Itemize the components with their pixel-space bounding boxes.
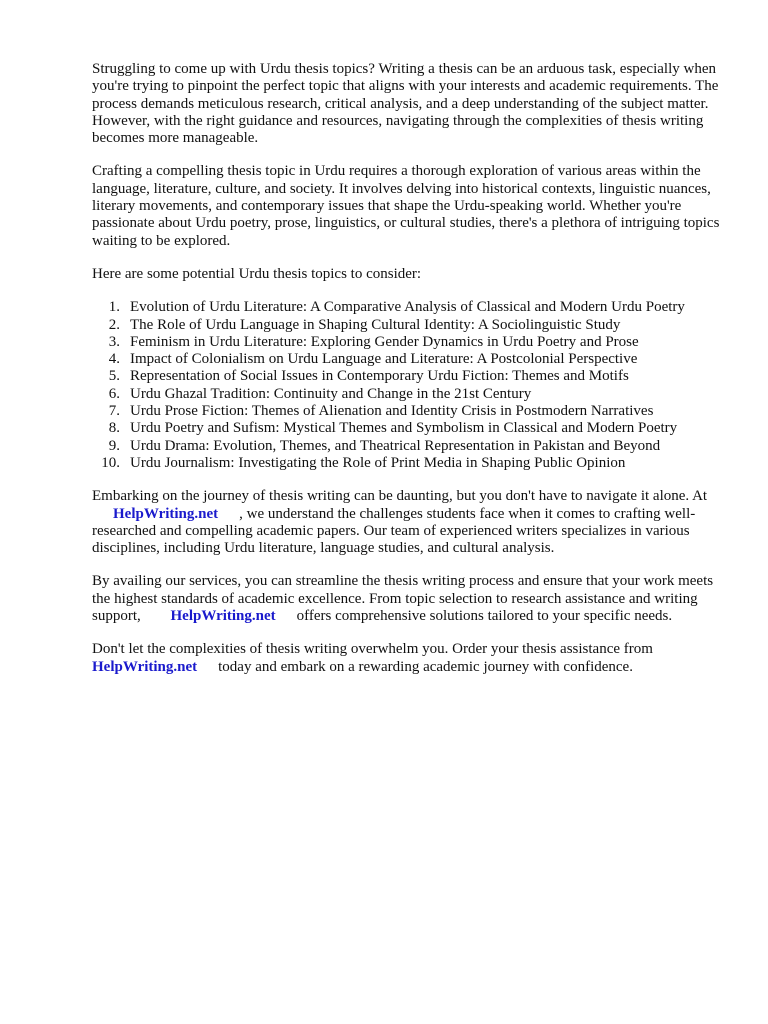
helpwriting-link[interactable]: HelpWriting.net bbox=[170, 608, 276, 625]
list-item-number: 3. bbox=[108, 333, 120, 350]
list-item-text: Urdu Drama: Evolution, Themes, and Theatrical Representation in Pakistan and Beyond bbox=[130, 437, 661, 454]
list-item bbox=[92, 403, 732, 420]
list-item-text: Urdu Poetry and Sufism: Mystical Themes and Symbolism in Classical and Modern Poetry bbox=[130, 420, 678, 437]
closing-paragraph bbox=[92, 641, 732, 676]
list-item-number: 5. bbox=[108, 368, 120, 385]
list-item-number: 2. bbox=[108, 316, 120, 333]
list-item-text: Feminism in Urdu Literature: Exploring Gender Dynamics in Urdu Poetry and Prose bbox=[130, 333, 639, 350]
list-item-number: 7. bbox=[108, 403, 120, 420]
list-item-text: Urdu Ghazal Tradition: Continuity and Change in the 21st Century bbox=[130, 385, 532, 402]
helpwriting-link[interactable]: HelpWriting.net bbox=[113, 505, 219, 522]
embark-paragraph bbox=[92, 488, 732, 557]
list-item bbox=[92, 334, 732, 351]
services-before: By availing our services, you can streamline the thesis writing process and ensure that your work meets the highest standards of academic excellence. From topic selection to research assistance and writing support, bbox=[92, 573, 714, 625]
list-item-number: 4. bbox=[108, 351, 120, 368]
closing-after: today and embark on a rewarding academic journey with confidence. bbox=[218, 658, 633, 675]
services-paragraph bbox=[92, 573, 732, 625]
topics-list bbox=[92, 299, 732, 472]
list-item-number: 10. bbox=[101, 454, 120, 471]
list-item bbox=[92, 455, 732, 472]
list-item-text: Urdu Prose Fiction: Themes of Alienation and Identity Crisis in Postmodern Narratives bbox=[130, 403, 654, 420]
crafting-paragraph: Crafting a compelling thesis topic in Urdu requires a thorough exploration of various areas within the language, literature, culture, and society. It involves delving into historical contexts, linguistic nuances, literary movements, and contemporary issues that shape the Urdu-speaking world. Whether you're passionate about Urdu poetry, prose, linguistics, or cultural studies, there's a plethora of intriguing topics waiting to be explored. bbox=[92, 163, 720, 249]
list-item bbox=[92, 386, 732, 403]
list-item bbox=[92, 351, 732, 368]
embark-at: At bbox=[692, 488, 708, 505]
services-after: offers comprehensive solutions tailored to your specific needs. bbox=[296, 608, 673, 625]
closing-before: Don't let the complexities of thesis writing overwhelm you. Order your thesis assistance from bbox=[92, 641, 653, 658]
list-item-number: 1. bbox=[108, 299, 120, 316]
list-item bbox=[92, 368, 732, 385]
list-item-number: 9. bbox=[108, 437, 120, 454]
list-item bbox=[92, 317, 732, 334]
list-item-text: The Role of Urdu Language in Shaping Cultural Identity: A Sociolinguistic Study bbox=[130, 316, 621, 333]
document-page bbox=[92, 61, 732, 692]
list-intro-paragraph: Here are some potential Urdu thesis topics to consider: bbox=[92, 265, 422, 282]
list-item-number: 6. bbox=[108, 385, 120, 402]
list-item bbox=[92, 420, 732, 437]
list-item-text: Evolution of Urdu Literature: A Comparative Analysis of Classical and Modern Urdu Poetry bbox=[130, 299, 685, 316]
intro-paragraph: Struggling to come up with Urdu thesis topics? Writing a thesis can be an arduous task, especially when you're trying to pinpoint the perfect topic that aligns with your interests and academic requirements. The process demands meticulous research, critical analysis, and a deep understanding of the subject matter. However, with the right guidance and resources, navigating through the complexities of thesis writing becomes more manageable. bbox=[92, 61, 719, 147]
list-item bbox=[92, 438, 732, 455]
list-item-text: Urdu Journalism: Investigating the Role of Print Media in Shaping Public Opinion bbox=[130, 454, 626, 471]
list-item-text: Representation of Social Issues in Contemporary Urdu Fiction: Themes and Motifs bbox=[130, 368, 629, 385]
embark-rest: , we understand the challenges students face when it comes to crafting well-researched and compelling academic papers. Our team of experienced writers specializes in various disciplines, including Urdu literature, language studies, and cultural analysis. bbox=[92, 505, 696, 557]
list-item bbox=[92, 299, 732, 316]
embark-line1: Embarking on the journey of thesis writing can be daunting, but you don't have to navigate it alone. bbox=[92, 488, 690, 505]
list-item-number: 8. bbox=[108, 420, 120, 437]
list-item-text: Impact of Colonialism on Urdu Language and Literature: A Postcolonial Perspective bbox=[130, 351, 638, 368]
helpwriting-link[interactable]: HelpWriting.net bbox=[92, 658, 198, 675]
